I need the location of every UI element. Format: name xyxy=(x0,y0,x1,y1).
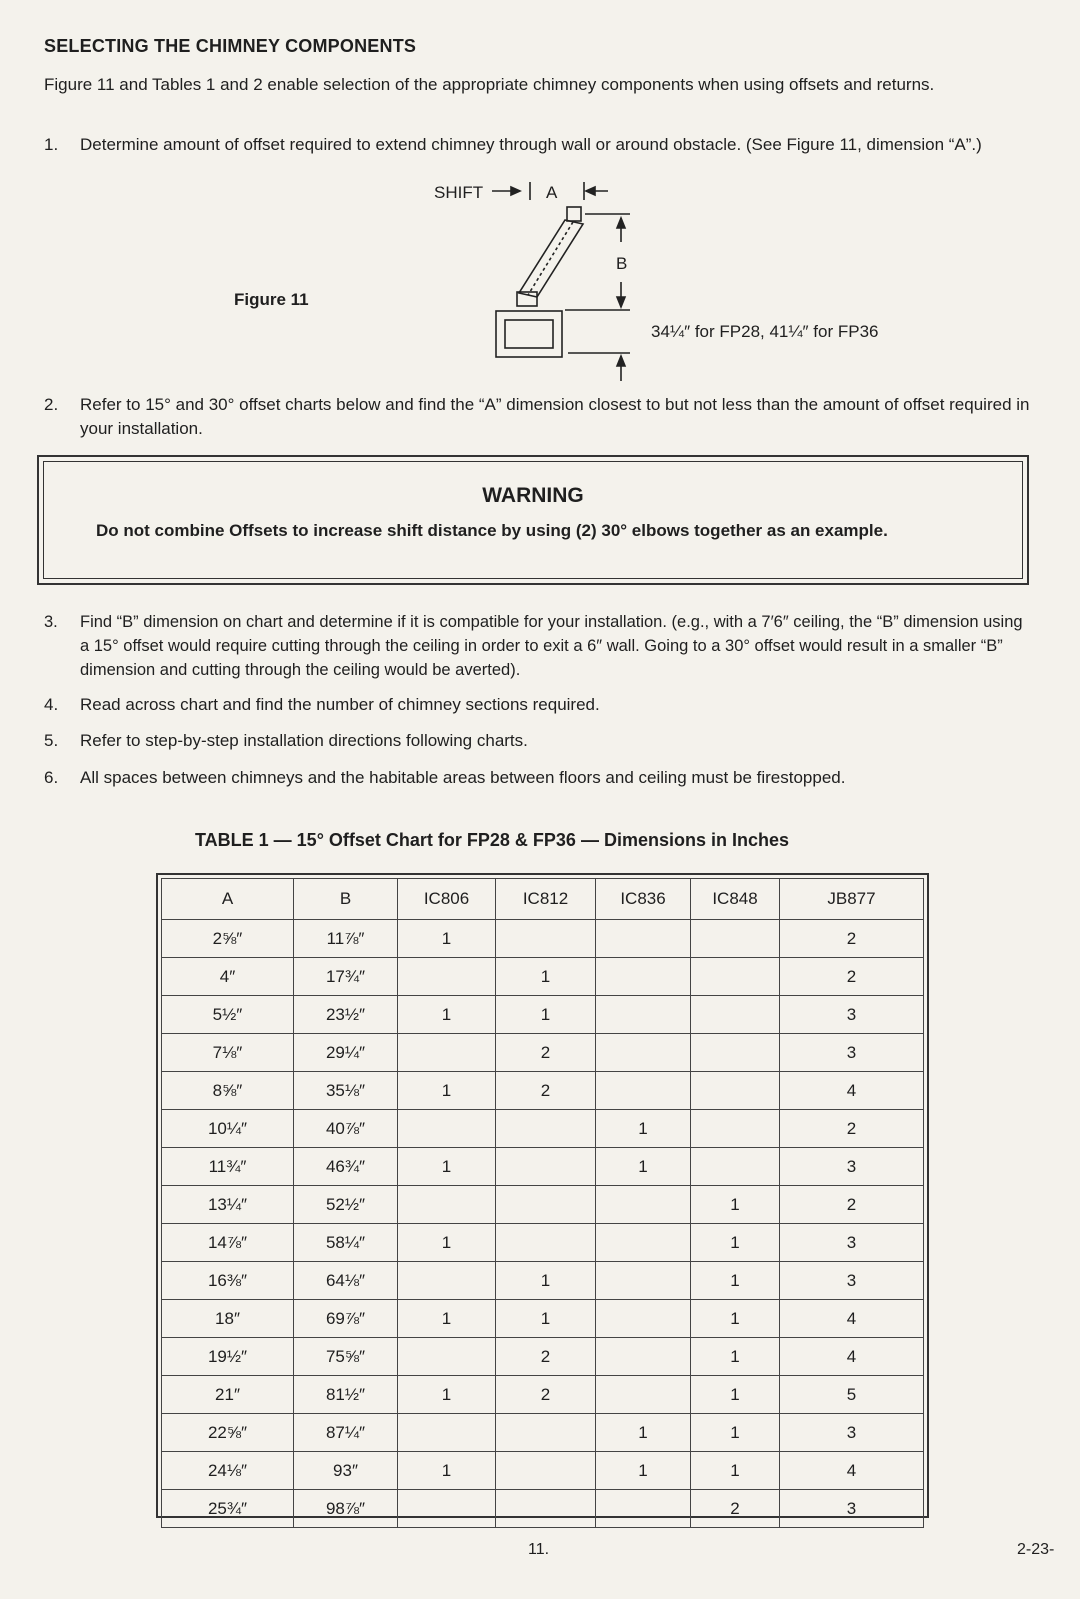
table-cell: 3 xyxy=(780,1148,924,1186)
table-cell: 23½″ xyxy=(294,996,398,1034)
table-cell: 7⅛″ xyxy=(162,1034,294,1072)
table-cell: 5 xyxy=(780,1376,924,1414)
table-cell: 1 xyxy=(398,1224,496,1262)
intro-paragraph: Figure 11 and Tables 1 and 2 enable selection of the appropriate chimney components when using offsets and returns. xyxy=(44,75,935,94)
table-cell xyxy=(691,1072,780,1110)
table-cell: 25¾″ xyxy=(162,1490,294,1528)
table-cell: 10¼″ xyxy=(162,1110,294,1148)
table-cell xyxy=(496,1186,596,1224)
table-cell: 18″ xyxy=(162,1300,294,1338)
table-cell: 4 xyxy=(780,1338,924,1376)
table-cell: 11¾″ xyxy=(162,1148,294,1186)
column-header: IC806 xyxy=(398,879,496,920)
table-row xyxy=(162,1490,924,1528)
table-cell: 1 xyxy=(691,1414,780,1452)
step-5 xyxy=(44,729,1034,753)
table-cell: 1 xyxy=(398,1300,496,1338)
figure-caption: Figure 11 xyxy=(234,290,309,309)
table-cell xyxy=(398,1034,496,1072)
warning-title: WARNING xyxy=(482,484,584,507)
a-dimension-label: A xyxy=(546,183,558,202)
step-text: Determine amount of offset required to extend chimney through wall or around obstacle. (See Figure 11, dimension “A”.) xyxy=(80,135,982,154)
table-cell xyxy=(398,1186,496,1224)
table-row xyxy=(162,1262,924,1300)
step-number: 2. xyxy=(44,395,59,414)
table-cell: 46¾″ xyxy=(294,1148,398,1186)
table-title: TABLE 1 — 15° Offset Chart for FP28 & FP36 — Dimensions in Inches xyxy=(195,830,789,850)
table-cell: 93″ xyxy=(294,1452,398,1490)
table-row xyxy=(162,1338,924,1376)
table-row xyxy=(162,958,924,996)
table-cell: 1 xyxy=(398,1072,496,1110)
table-cell: 13¼″ xyxy=(162,1186,294,1224)
table-cell: 16⅜″ xyxy=(162,1262,294,1300)
table-cell xyxy=(596,1262,691,1300)
step-1 xyxy=(44,133,1034,157)
table-cell xyxy=(398,1110,496,1148)
table-row xyxy=(162,1452,924,1490)
table-cell: 81½″ xyxy=(294,1376,398,1414)
table-cell xyxy=(496,1148,596,1186)
table-cell xyxy=(596,1072,691,1110)
table-cell: 1 xyxy=(691,1338,780,1376)
table-cell xyxy=(398,958,496,996)
table-cell: 4 xyxy=(780,1300,924,1338)
table-cell: 58¼″ xyxy=(294,1224,398,1262)
table-cell: 1 xyxy=(691,1300,780,1338)
table-cell: 1 xyxy=(691,1186,780,1224)
step-number: 4. xyxy=(44,695,59,714)
table-cell: 1 xyxy=(398,920,496,958)
table-cell: 1 xyxy=(691,1452,780,1490)
table-cell: 2 xyxy=(780,920,924,958)
table-cell: 75⅝″ xyxy=(294,1338,398,1376)
table-cell: 3 xyxy=(780,1034,924,1072)
table-cell: 17¾″ xyxy=(294,958,398,996)
table-cell: 1 xyxy=(596,1452,691,1490)
table-cell xyxy=(691,1034,780,1072)
table-cell xyxy=(398,1414,496,1452)
table-cell: 52½″ xyxy=(294,1186,398,1224)
table-cell: 19½″ xyxy=(162,1338,294,1376)
table-cell: 3 xyxy=(780,1224,924,1262)
table-cell: 2⅝″ xyxy=(162,920,294,958)
table-cell xyxy=(398,1262,496,1300)
table-cell: 4 xyxy=(780,1452,924,1490)
table-cell xyxy=(691,996,780,1034)
table-row xyxy=(162,1034,924,1072)
step-4 xyxy=(44,693,1034,717)
table-cell: 2 xyxy=(496,1338,596,1376)
table-cell: 2 xyxy=(496,1072,596,1110)
offset-chart-frame xyxy=(156,873,929,1518)
page-code: 2-23- xyxy=(1017,1541,1055,1558)
table-cell: 29¼″ xyxy=(294,1034,398,1072)
table-cell xyxy=(596,1186,691,1224)
table-cell: 3 xyxy=(780,1414,924,1452)
table-cell: 1 xyxy=(691,1376,780,1414)
table-cell: 1 xyxy=(398,1376,496,1414)
table-cell: 1 xyxy=(691,1224,780,1262)
table-cell xyxy=(496,1224,596,1262)
warning-box xyxy=(37,455,1029,585)
table-row xyxy=(162,920,924,958)
table-cell: 1 xyxy=(496,1262,596,1300)
step-3 xyxy=(44,610,1034,682)
table-cell: 2 xyxy=(496,1034,596,1072)
column-header: IC836 xyxy=(596,879,691,920)
table-cell xyxy=(596,958,691,996)
table-row xyxy=(162,1414,924,1452)
table-cell: 2 xyxy=(691,1490,780,1528)
table-row xyxy=(162,1300,924,1338)
table-cell xyxy=(596,1490,691,1528)
table-cell: 69⅞″ xyxy=(294,1300,398,1338)
table-cell: 1 xyxy=(398,1452,496,1490)
step-number: 1. xyxy=(44,135,59,154)
step-text: Refer to step-by-step installation directions following charts. xyxy=(80,731,528,750)
table-cell: 64⅛″ xyxy=(294,1262,398,1300)
table-row xyxy=(162,1186,924,1224)
table-cell: 35⅛″ xyxy=(294,1072,398,1110)
table-row xyxy=(162,1110,924,1148)
column-header: JB877 xyxy=(780,879,924,920)
column-header: IC848 xyxy=(691,879,780,920)
table-header-row xyxy=(162,879,924,920)
table-cell: 24⅛″ xyxy=(162,1452,294,1490)
table-cell: 22⅝″ xyxy=(162,1414,294,1452)
table-cell: 1 xyxy=(496,1300,596,1338)
step-text: Read across chart and find the number of chimney sections required. xyxy=(80,695,600,714)
step-number: 5. xyxy=(44,731,59,750)
column-header: IC812 xyxy=(496,879,596,920)
table-cell xyxy=(496,1490,596,1528)
table-cell: 1 xyxy=(398,1148,496,1186)
table-cell xyxy=(398,1490,496,1528)
table-cell: 11⅞″ xyxy=(294,920,398,958)
table-cell: 1 xyxy=(496,996,596,1034)
table-cell: 98⅞″ xyxy=(294,1490,398,1528)
offset-diagram xyxy=(0,170,1080,400)
warning-text: Do not combine Offsets to increase shift distance by using (2) 30° elbows together as an example. xyxy=(96,521,888,540)
table-cell xyxy=(691,920,780,958)
table-cell xyxy=(496,1414,596,1452)
table-cell: 1 xyxy=(596,1414,691,1452)
table-cell: 87¼″ xyxy=(294,1414,398,1452)
section-heading: SELECTING THE CHIMNEY COMPONENTS xyxy=(44,36,417,56)
table-cell xyxy=(398,1338,496,1376)
step-text: Refer to 15° and 30° offset charts below and find the “A” dimension closest to but not less than the amount of offset required in your installation. xyxy=(80,395,1030,438)
table-cell xyxy=(596,1034,691,1072)
warning-inner-border xyxy=(43,461,1023,579)
table-cell: 2 xyxy=(780,958,924,996)
step-text: All spaces between chimneys and the habitable areas between floors and ceiling must be firestopped. xyxy=(80,768,846,787)
table-cell: 4 xyxy=(780,1072,924,1110)
table-cell: 1 xyxy=(596,1148,691,1186)
table-cell xyxy=(691,1148,780,1186)
table-cell xyxy=(596,1300,691,1338)
table-cell: 3 xyxy=(780,1490,924,1528)
table-cell: 21″ xyxy=(162,1376,294,1414)
table-cell: 2 xyxy=(780,1186,924,1224)
figure-11 xyxy=(0,170,1080,400)
table-cell xyxy=(596,996,691,1034)
column-header: B xyxy=(294,879,398,920)
table-cell: 1 xyxy=(496,958,596,996)
shift-label: SHIFT xyxy=(434,183,484,202)
table-cell: 5½″ xyxy=(162,996,294,1034)
table-cell xyxy=(496,1452,596,1490)
table-row xyxy=(162,1224,924,1262)
table-cell xyxy=(596,1376,691,1414)
table-row xyxy=(162,996,924,1034)
offset-chart-table xyxy=(161,878,924,1528)
table-cell: 14⅞″ xyxy=(162,1224,294,1262)
step-number: 3. xyxy=(44,613,58,631)
table-cell xyxy=(691,1110,780,1148)
step-6 xyxy=(44,766,1034,790)
table-cell xyxy=(496,1110,596,1148)
b-dimension-label: B xyxy=(616,254,628,273)
step-number: 6. xyxy=(44,768,59,787)
step-2 xyxy=(44,393,1034,441)
table-cell xyxy=(496,920,596,958)
table-row xyxy=(162,1072,924,1110)
figure-note: 34¼″ for FP28, 41¼″ for FP36 xyxy=(651,322,879,341)
table-cell xyxy=(596,1224,691,1262)
table-cell: 1 xyxy=(596,1110,691,1148)
table-row xyxy=(162,1376,924,1414)
table-cell: 3 xyxy=(780,1262,924,1300)
table-cell: 1 xyxy=(398,996,496,1034)
step-text: Find “B” dimension on chart and determine if it is compatible for your installation. (e.g., with a 7′6″ ceiling, the “B” dimension using a 15° offset would require cutting through the ceiling in order to exit a 6″ wall. Going to a 30° offset would result in a smaller “B” dimension and cutting through the ceiling would be averted). xyxy=(80,613,1023,679)
table-cell xyxy=(691,958,780,996)
table-cell xyxy=(596,920,691,958)
table-cell: 8⅝″ xyxy=(162,1072,294,1110)
table-cell: 2 xyxy=(496,1376,596,1414)
table-cell: 40⅞″ xyxy=(294,1110,398,1148)
table-cell xyxy=(596,1338,691,1376)
table-cell: 4″ xyxy=(162,958,294,996)
table-row xyxy=(162,1148,924,1186)
table-cell: 1 xyxy=(691,1262,780,1300)
page-number: 11. xyxy=(528,1541,550,1558)
table-cell: 3 xyxy=(780,996,924,1034)
table-cell: 2 xyxy=(780,1110,924,1148)
column-header: A xyxy=(162,879,294,920)
